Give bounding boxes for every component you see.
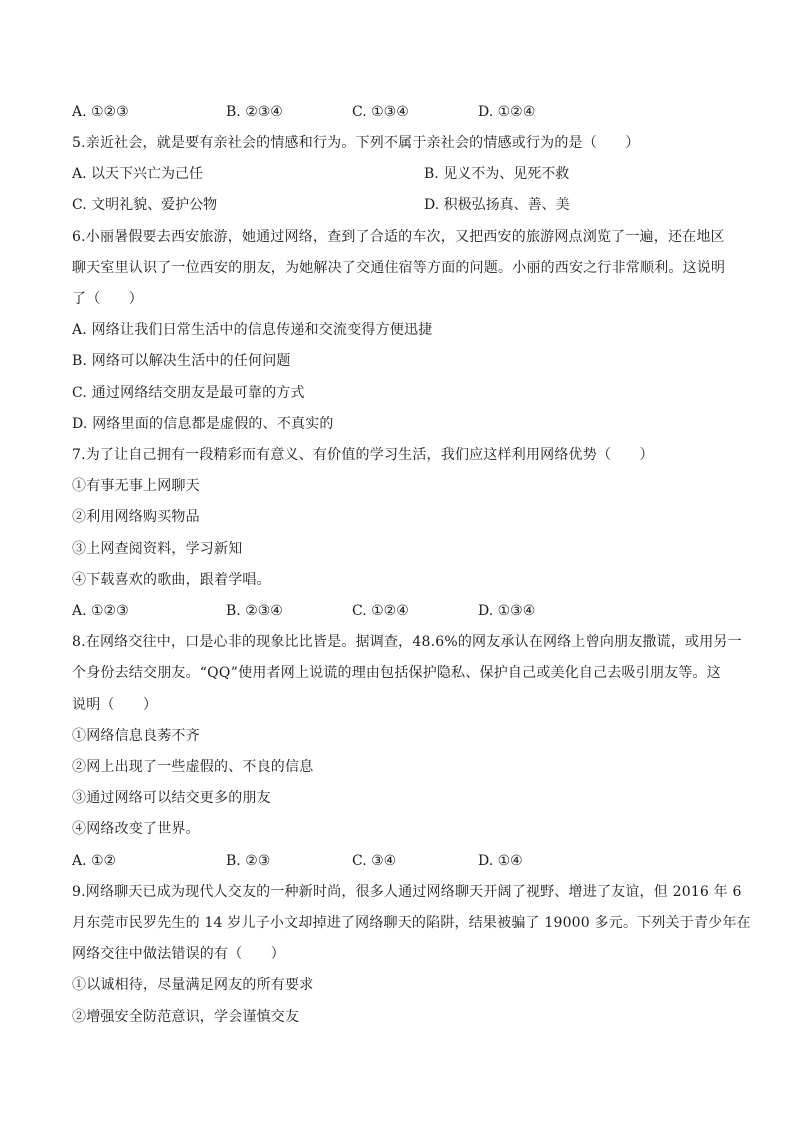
option-d: D. 积极弘扬真、善、美	[424, 197, 570, 213]
option-b: B. 见义不为、见死不救	[424, 166, 570, 182]
question-6-stem-line2: 聊天室里认识了一位西安的朋友，为她解决了交通住宿等方面的问题。小丽的西安之行非常顺利。这说明	[72, 260, 726, 276]
statement-1: ①有事无事上网聊天	[72, 478, 200, 494]
option-b: B. ②③	[226, 853, 271, 869]
question-6-stem-line1: 6.小丽暑假要去西安旅游，她通过网络，查到了合适的车次，又把西安的旅游网点浏览了一遍，还在地区	[72, 229, 725, 245]
option-c: C. ①②④	[352, 603, 409, 619]
q7-options	[72, 601, 722, 621]
question-8-stem-line1: 8.在网络交往中，口是心非的现象比比皆是。据调查，48.6%的网友承认在网络上曾向朋友撒谎，或用另一	[72, 634, 742, 650]
option-a: A. ①②	[72, 853, 117, 869]
option-a: A. 网络让我们日常生活中的信息传递和交流变得方便迅捷	[72, 322, 433, 338]
question-5-stem: 5.亲近社会，就是要有亲社会的情感和行为。下列不属于亲社会的情感或行为的是（ ）	[72, 135, 640, 151]
option-b: B. ②③④	[226, 603, 283, 619]
option-a: A. 以天下兴亡为己任	[72, 166, 204, 182]
statement-2: ②利用网络购买物品	[72, 509, 200, 525]
q5-options-row1	[72, 164, 722, 184]
statement-1: ①以诚相待，尽量满足网友的所有要求	[72, 977, 314, 993]
question-6-stem-line3: 了（ ）	[72, 291, 143, 307]
question-9-stem-line1: 9.网络聊天已成为现代人交友的一种新时尚，很多人通过网络聊天开阔了视野、增进了友谊，但 2016 年 6	[72, 884, 742, 900]
option-c: C. ③④	[352, 853, 397, 869]
statement-2: ②网上出现了一些虚假的、不良的信息	[72, 759, 314, 775]
question-8-stem-line2: 个身份去结交朋友。“QQ”使用者网上说谎的理由包括保护隐私、保护自己或美化自己去吸引朋友等。这	[72, 665, 721, 681]
option-d: D. ①②④	[478, 104, 536, 120]
option-c: C. ①③④	[352, 104, 409, 120]
option-d: D. ①④	[478, 853, 523, 869]
statement-4: ④网络改变了世界。	[72, 821, 200, 837]
option-c: C. 文明礼貌、爱护公物	[72, 197, 218, 213]
question-7-stem: 7.为了让自己拥有一段精彩而有意义、有价值的学习生活，我们应这样利用网络优势（ ）	[72, 447, 654, 463]
question-9-stem-line2: 月东莞市民罗先生的 14 岁儿子小文却掉进了网络聊天的陷阱，结果被骗了 19000 多元。下列关于青少年在	[72, 915, 751, 931]
option-d: D. 网络里面的信息都是虚假的、不真实的	[72, 416, 334, 432]
statement-1: ①网络信息良莠不齐	[72, 728, 200, 744]
option-b: B. 网络可以解决生活中的任何问题	[72, 353, 291, 369]
option-a: A. ①②③	[72, 104, 129, 120]
q8-options	[72, 851, 722, 871]
q4-options	[72, 102, 722, 122]
q5-options-row2	[72, 195, 722, 215]
question-9-stem-line3: 网络交往中做法错误的有（ ）	[72, 946, 285, 962]
statement-3: ③通过网络可以结交更多的朋友	[72, 790, 271, 806]
option-c: C. 通过网络结交朋友是最可靠的方式	[72, 385, 305, 401]
option-b: B. ②③④	[226, 104, 283, 120]
statement-4: ④下载喜欢的歌曲，跟着学唱。	[72, 572, 271, 588]
statement-2: ②增强安全防范意识，学会谨慎交友	[72, 1009, 300, 1025]
option-a: A. ①②③	[72, 603, 129, 619]
option-d: D. ①③④	[478, 603, 536, 619]
question-8-stem-line3: 说明（ ）	[72, 697, 158, 713]
statement-3: ③上网查阅资料，学习新知	[72, 541, 243, 557]
